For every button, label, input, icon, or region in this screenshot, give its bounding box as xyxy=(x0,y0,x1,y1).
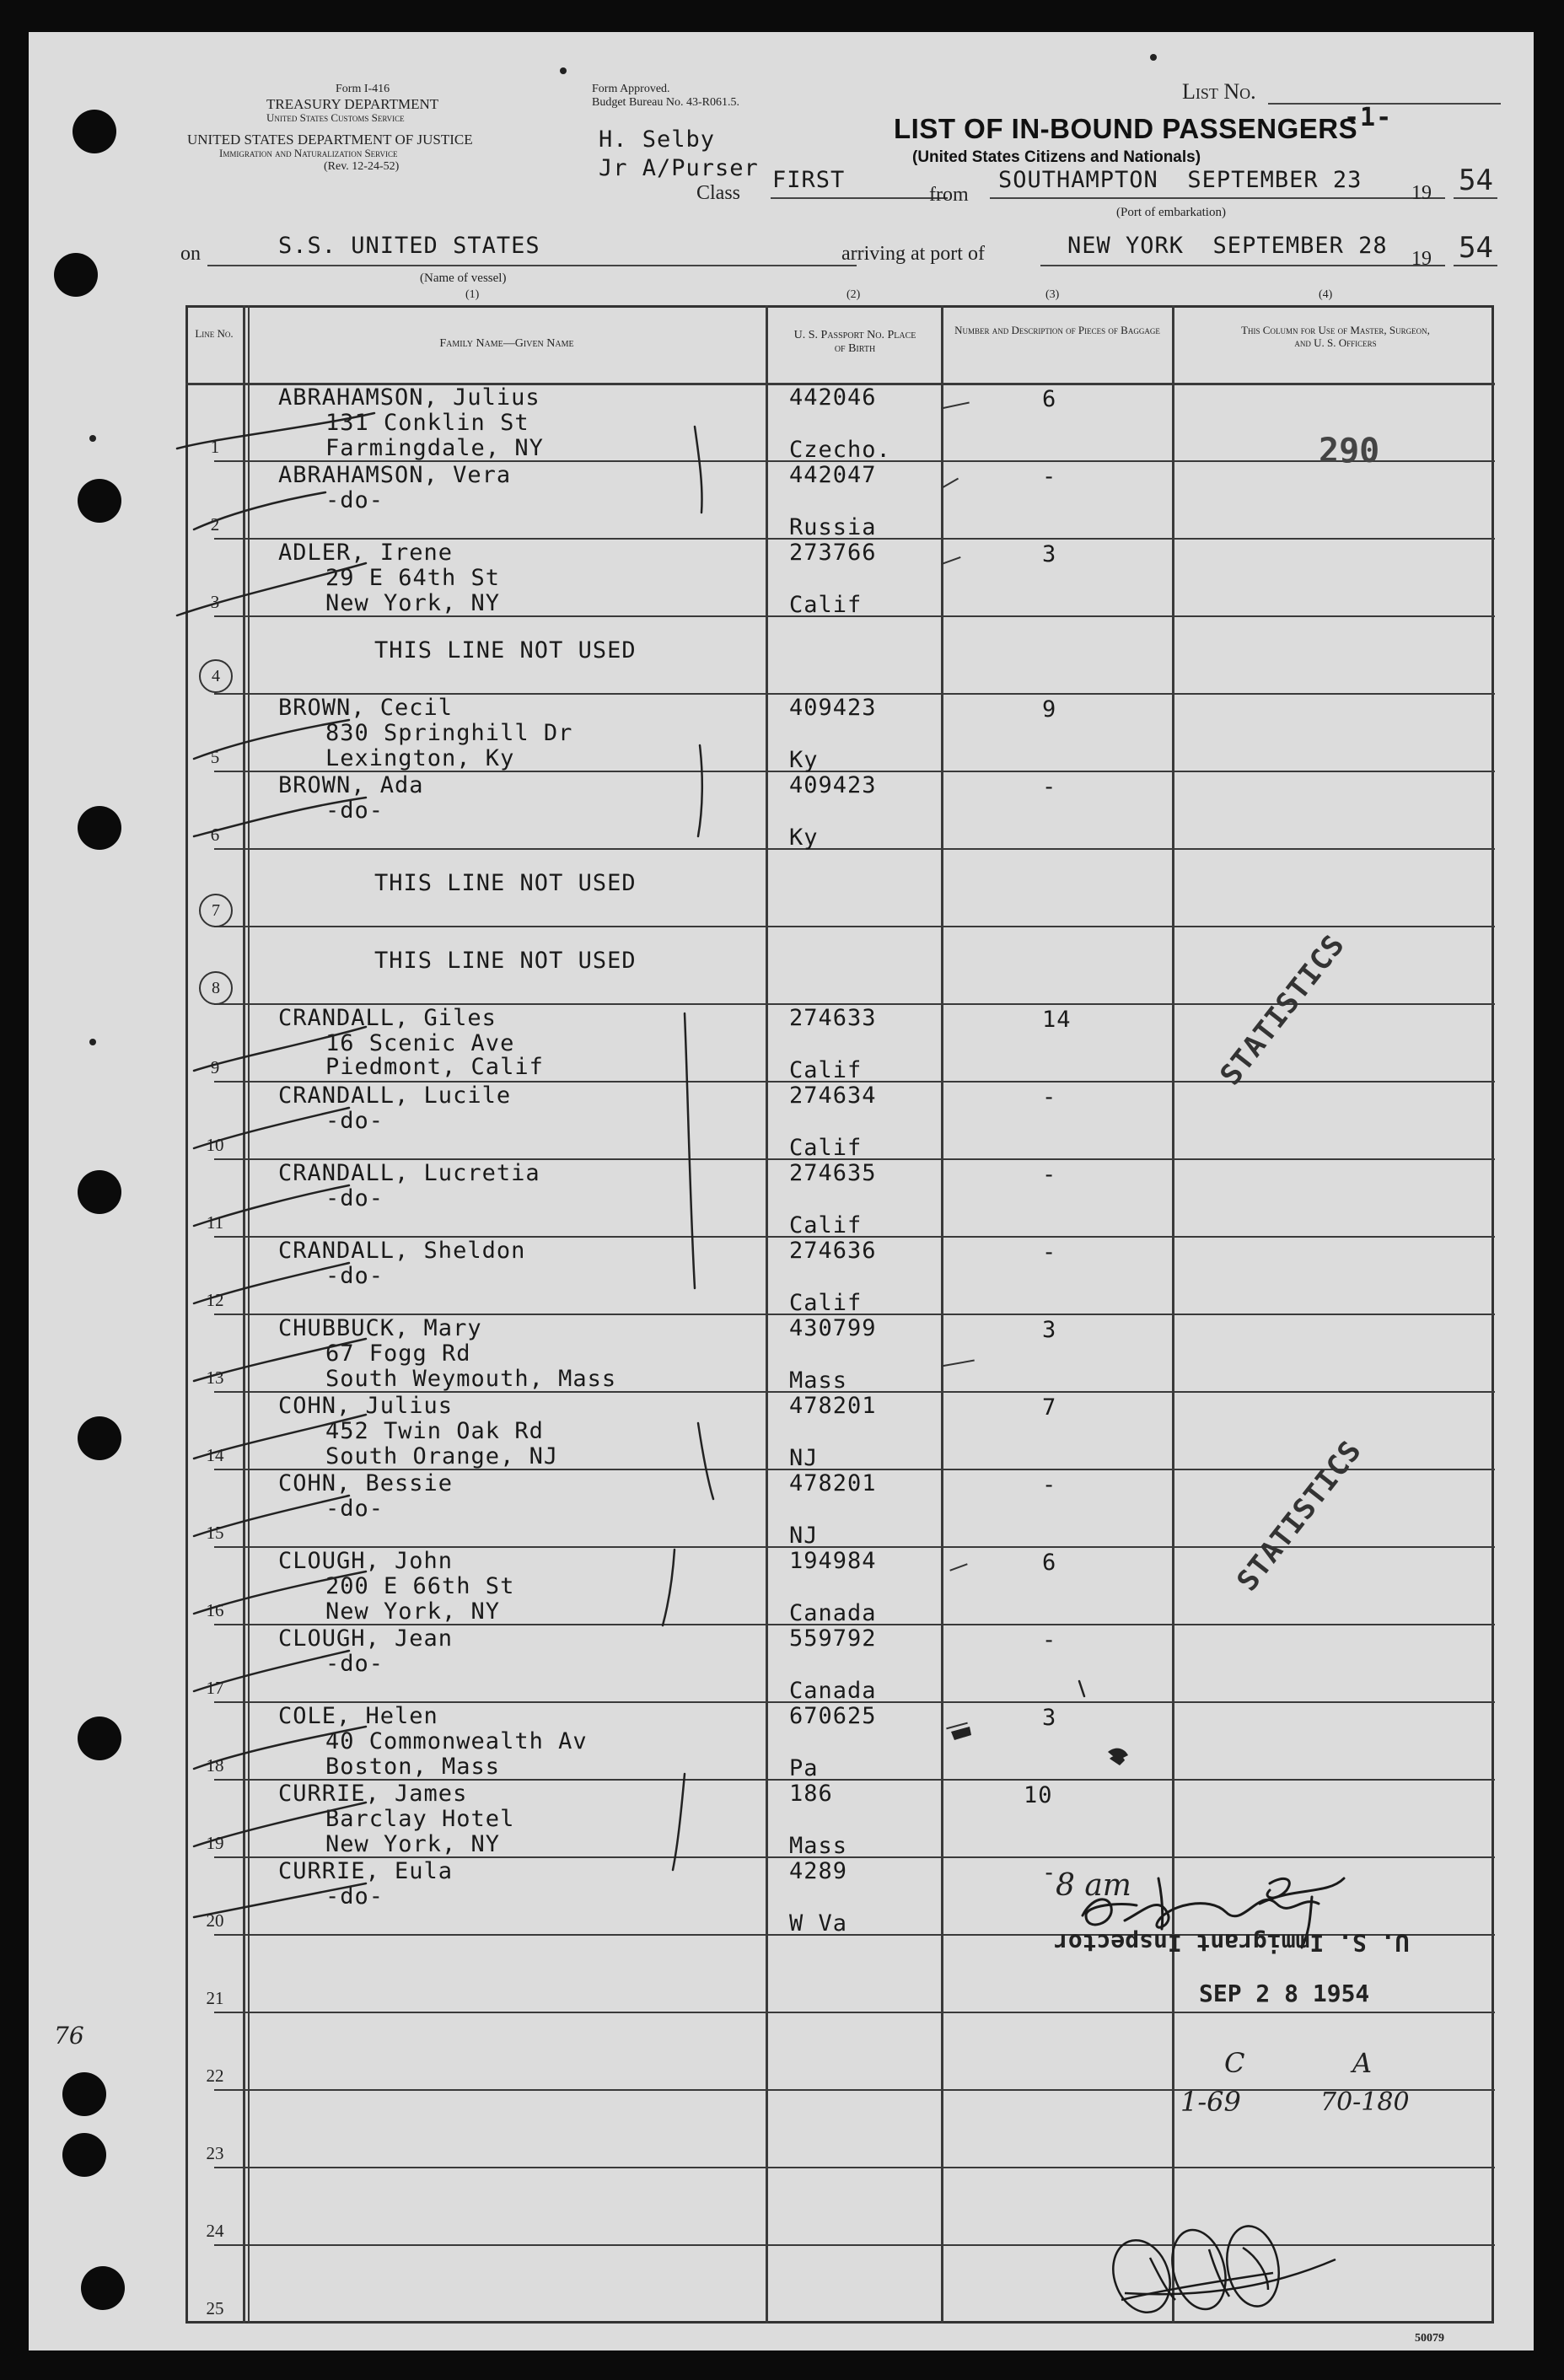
passenger-name: CLOUGH, Jean xyxy=(278,1625,454,1652)
year-prefix-1: 19 xyxy=(1411,182,1432,204)
count-stamp: 290 xyxy=(1319,432,1380,470)
range-c: 1-69 xyxy=(1180,2086,1241,2118)
line-number: 3 xyxy=(210,592,220,612)
statistics-stamp: STATISTICS xyxy=(1213,928,1352,1092)
baggage-count: 7 xyxy=(1042,1394,1057,1421)
baggage-count: 6 xyxy=(1042,386,1057,412)
port-of-embarkation-caption: (Port of embarkation) xyxy=(1116,206,1226,219)
name-header: Family Name—Given Name xyxy=(439,337,574,350)
baggage-count: 6 xyxy=(1042,1550,1057,1576)
form-approved: Form Approved. xyxy=(592,83,670,95)
passenger-name: COLE, Helen xyxy=(278,1703,438,1729)
arrival-date-stamp: SEP 2 8 1954 xyxy=(1199,1980,1370,2007)
baggage-count: 10 xyxy=(1024,1782,1053,1808)
note-c: C xyxy=(1224,2047,1245,2079)
passenger-city: Lexington, Ky xyxy=(325,745,515,771)
year-prefix-2: 19 xyxy=(1411,248,1432,270)
purser-title: Jr A/Purser xyxy=(599,155,759,181)
baggage-count: - xyxy=(1042,1860,1057,1886)
passenger-address: -do- xyxy=(325,1108,384,1134)
officers-header: This Column for Use of Master, Surgeon, and U. S. Officers xyxy=(1241,324,1430,349)
line-number-circled: 4 xyxy=(199,659,233,693)
passenger-address: 40 Commonwealth Av xyxy=(325,1728,588,1754)
baggage-count: 3 xyxy=(1042,1705,1057,1731)
place-of-birth: Mass xyxy=(789,1833,848,1859)
department-of-justice: UNITED STATES DEPARTMENT OF JUSTICE xyxy=(187,132,473,148)
place-of-birth: Canada xyxy=(789,1678,877,1704)
line-number: 24 xyxy=(206,2221,224,2241)
baggage-count: - xyxy=(1042,1472,1057,1498)
line-number: 9 xyxy=(210,1057,220,1077)
budget-bureau: Budget Bureau No. 43-R061.5. xyxy=(592,96,739,109)
list-title: LIST OF IN-BOUND PASSENGERS xyxy=(894,113,1358,144)
passenger-city: New York, NY xyxy=(325,590,501,616)
place-of-birth: Calif xyxy=(789,1212,863,1238)
passenger-name: CHUBBUCK, Mary xyxy=(278,1315,482,1341)
passenger-address: -do- xyxy=(325,1883,384,1910)
arriving-label: arriving at port of xyxy=(841,243,985,265)
passenger-address: 200 E 66th St xyxy=(325,1573,515,1599)
passenger-city: Piedmont, Calif xyxy=(325,1054,544,1080)
line-number: 13 xyxy=(206,1367,224,1388)
passport-number: 442047 xyxy=(789,462,877,488)
baggage-count: - xyxy=(1042,1162,1057,1188)
customs-service: United States Customs Service xyxy=(266,111,405,124)
line-number: 15 xyxy=(206,1523,224,1543)
line-number: 25 xyxy=(206,2298,224,2318)
inspector-stamp: U. S. Immigrant Inspector xyxy=(1054,1929,1410,1957)
passenger-name: CRANDALL, Lucile xyxy=(278,1083,512,1109)
line-number: 10 xyxy=(206,1135,224,1155)
place-of-birth: Calif xyxy=(789,1057,863,1083)
form-code: 50079 xyxy=(1415,2332,1444,2345)
place-of-birth: Russia xyxy=(789,514,877,540)
line-number: 19 xyxy=(206,1833,224,1853)
passport-header: U. S. Passport No. Place of Birth xyxy=(793,329,916,355)
col2-number: (2) xyxy=(846,288,861,301)
line-number: 23 xyxy=(206,2143,224,2163)
initials-note: 8 am xyxy=(1056,1868,1131,1903)
place-of-birth: NJ xyxy=(789,1445,819,1471)
line-number-circled: 7 xyxy=(199,894,233,927)
line-no-header: Line No. xyxy=(195,327,234,340)
baggage-header: Number and Description of Pieces of Baggage xyxy=(954,324,1160,336)
passport-number: 559792 xyxy=(789,1625,877,1652)
passenger-name: CRANDALL, Giles xyxy=(278,1005,497,1031)
list-no-label: List No. xyxy=(1182,79,1256,104)
line-number: 17 xyxy=(206,1678,224,1698)
passport-number: 274634 xyxy=(789,1083,877,1109)
place-of-birth: Ky xyxy=(789,825,819,851)
passenger-address: Barclay Hotel xyxy=(325,1806,515,1832)
passenger-address: -do- xyxy=(325,1185,384,1211)
line-number: 14 xyxy=(206,1445,224,1465)
year-1: 54 xyxy=(1459,164,1493,197)
baggage-count: - xyxy=(1042,1084,1057,1110)
place-of-birth: W Va xyxy=(789,1910,848,1937)
col4-number: (4) xyxy=(1319,288,1333,301)
baggage-count: - xyxy=(1042,1627,1057,1653)
line-number-circled: 8 xyxy=(199,971,233,1005)
place-of-birth: Calif xyxy=(789,1135,863,1161)
passenger-city: New York, NY xyxy=(325,1831,501,1857)
passenger-city: South Orange, NJ xyxy=(325,1443,559,1469)
passenger-name: ADLER, Irene xyxy=(278,540,454,566)
passenger-name: CRANDALL, Lucretia xyxy=(278,1160,540,1186)
list-no-value: -1- xyxy=(1344,103,1393,132)
passport-number: 274633 xyxy=(789,1005,877,1031)
passenger-name: CURRIE, James xyxy=(278,1781,468,1807)
place-of-birth: Pa xyxy=(789,1755,819,1781)
place-of-birth: Calif xyxy=(789,1290,863,1316)
passport-number: 430799 xyxy=(789,1315,877,1341)
passenger-name: BROWN, Ada xyxy=(278,772,424,798)
col3-number: (3) xyxy=(1045,288,1060,301)
baggage-count: 3 xyxy=(1042,541,1057,567)
passenger-address: 67 Fogg Rd xyxy=(325,1340,471,1367)
passenger-city: South Weymouth, Mass xyxy=(325,1366,617,1392)
vessel-name: S.S. UNITED STATES xyxy=(278,233,540,259)
passport-number: 274635 xyxy=(789,1160,877,1186)
passport-number: 409423 xyxy=(789,772,877,798)
manifest-page xyxy=(29,32,1534,2350)
passport-number: 186 xyxy=(789,1781,833,1807)
form-number: Form I-416 xyxy=(336,83,390,95)
note-a: A xyxy=(1352,2047,1373,2079)
line-number: 18 xyxy=(206,1755,224,1776)
baggage-count: - xyxy=(1042,464,1057,490)
immigration-service: Immigration and Naturalization Service xyxy=(219,147,398,159)
line-not-used: THIS LINE NOT USED xyxy=(374,948,637,974)
year-2: 54 xyxy=(1459,231,1493,265)
list-subtitle: (United States Citizens and Nationals) xyxy=(912,148,1201,166)
passenger-city: Boston, Mass xyxy=(325,1754,501,1780)
passenger-name: ABRAHAMSON, Julius xyxy=(278,384,540,411)
passenger-name: BROWN, Cecil xyxy=(278,695,454,721)
col1-number: (1) xyxy=(465,288,480,301)
line-number: 2 xyxy=(210,514,220,535)
class-value: FIRST xyxy=(772,167,846,193)
passport-number: 274636 xyxy=(789,1238,877,1264)
passport-number: 478201 xyxy=(789,1470,877,1496)
place-of-birth: Czecho. xyxy=(789,437,891,463)
line-number: 1 xyxy=(210,437,220,457)
from-label: from xyxy=(929,184,969,206)
passenger-address: -do- xyxy=(325,798,384,824)
passenger-name: CURRIE, Eula xyxy=(278,1858,454,1884)
line-number: 21 xyxy=(206,1988,224,2008)
line-not-used: THIS LINE NOT USED xyxy=(374,637,637,663)
line-number: 5 xyxy=(210,747,220,767)
passport-number: 478201 xyxy=(789,1393,877,1419)
passenger-address: -do- xyxy=(325,1263,384,1289)
baggage-count: 14 xyxy=(1042,1007,1072,1033)
passenger-city: New York, NY xyxy=(325,1598,501,1625)
treasury-department: TREASURY DEPARTMENT xyxy=(266,96,439,112)
place-of-birth: Mass xyxy=(789,1367,848,1394)
name-of-vessel-caption: (Name of vessel) xyxy=(420,271,507,285)
passenger-address: -do- xyxy=(325,487,384,513)
passport-number: 4289 xyxy=(789,1858,848,1884)
place-of-birth: Ky xyxy=(789,747,819,773)
purser-name: H. Selby xyxy=(599,126,716,153)
place-of-birth: Canada xyxy=(789,1600,877,1626)
margin-note: 76 xyxy=(54,2022,84,2050)
place-of-birth: NJ xyxy=(789,1523,819,1549)
passenger-name: ABRAHAMSON, Vera xyxy=(278,462,512,488)
passenger-address: 830 Springhill Dr xyxy=(325,720,573,746)
passenger-name: CRANDALL, Sheldon xyxy=(278,1238,526,1264)
passenger-city: Farmingdale, NY xyxy=(325,435,544,461)
passport-number: 409423 xyxy=(789,695,877,721)
baggage-count: - xyxy=(1042,774,1057,800)
line-number: 16 xyxy=(206,1600,224,1620)
line-number: 6 xyxy=(210,825,220,845)
line-number: 20 xyxy=(206,1910,224,1931)
passenger-address: -do- xyxy=(325,1496,384,1522)
range-a: 70-180 xyxy=(1320,2087,1410,2117)
passenger-address: 29 E 64th St xyxy=(325,565,501,591)
from-value: SOUTHAMPTON SEPTEMBER 23 xyxy=(998,167,1362,193)
passenger-name: CLOUGH, John xyxy=(278,1548,454,1574)
passport-number: 194984 xyxy=(789,1548,877,1574)
arrival-value: NEW YORK SEPTEMBER 28 xyxy=(1067,233,1388,259)
passport-number: 670625 xyxy=(789,1703,877,1729)
passenger-address: 131 Conklin St xyxy=(325,410,529,436)
passport-number: 273766 xyxy=(789,540,877,566)
passenger-address: 16 Scenic Ave xyxy=(325,1030,515,1056)
passenger-name: COHN, Bessie xyxy=(278,1470,454,1496)
place-of-birth: Calif xyxy=(789,592,863,618)
line-not-used: THIS LINE NOT USED xyxy=(374,870,637,896)
baggage-count: - xyxy=(1042,1239,1057,1265)
line-number: 12 xyxy=(206,1290,224,1310)
class-label: Class xyxy=(696,182,741,204)
passenger-address: 452 Twin Oak Rd xyxy=(325,1418,544,1444)
statistics-stamp: STATISTICS xyxy=(1230,1434,1369,1598)
on-label: on xyxy=(180,243,201,265)
line-number: 11 xyxy=(206,1212,224,1233)
baggage-count: 9 xyxy=(1042,696,1057,723)
passenger-address: -do- xyxy=(325,1651,384,1677)
baggage-count: 3 xyxy=(1042,1317,1057,1343)
line-number: 22 xyxy=(206,2066,224,2086)
passport-number: 442046 xyxy=(789,384,877,411)
form-revision: (Rev. 12-24-52) xyxy=(324,160,400,173)
passenger-name: COHN, Julius xyxy=(278,1393,454,1419)
